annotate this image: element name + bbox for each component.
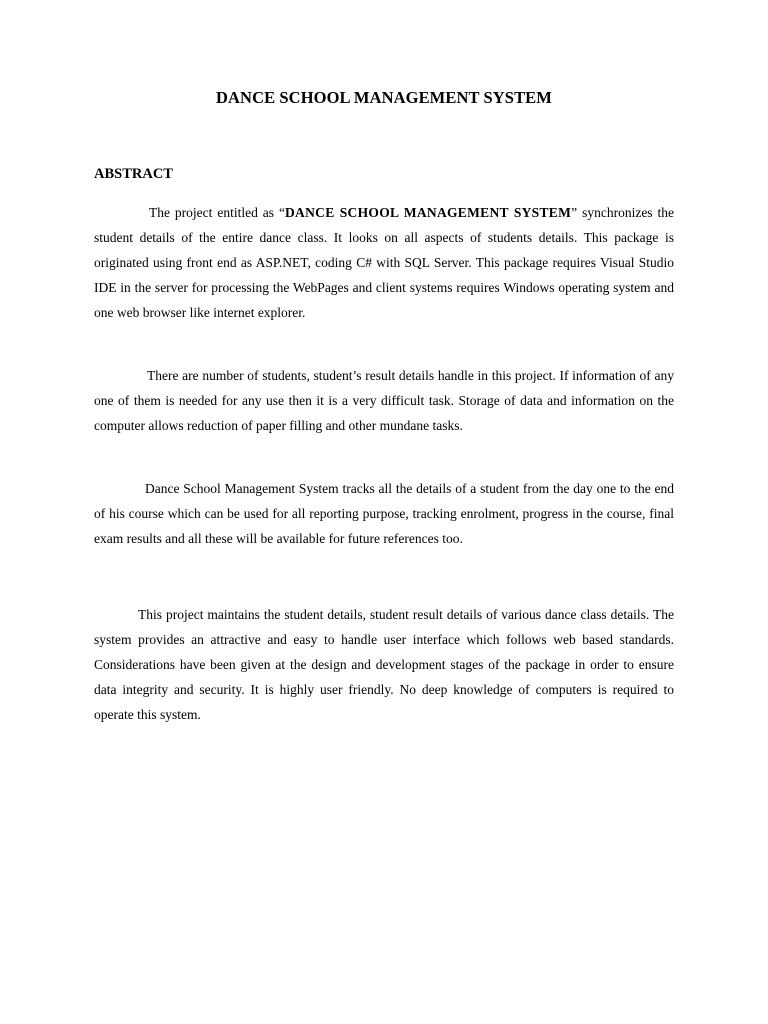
abstract-heading: ABSTRACT bbox=[94, 166, 173, 182]
abstract-paragraph-1 bbox=[94, 200, 674, 325]
abstract-paragraph-3: Dance School Management System tracks all the details of a student from the day one to the end of his course which can be used for all reporting purpose, tracking enrolment, progress in the course, final exam results and all these will be available for future references too. bbox=[94, 481, 674, 546]
paragraph-1-rest: ” synchronizes the student details of the entire dance class. It looks on all aspects of students details. This package is originated using front end as ASP.NET, coding C# with SQL Server. This package requires Visual Studio IDE in the server for processing the WebPages and client systems requires Windows operating system and one web browser like internet explorer. bbox=[94, 205, 675, 320]
paragraph-1-lead: The project entitled as “ bbox=[149, 205, 285, 220]
project-name-emphasis: DANCE SCHOOL MANAGEMENT SYSTEM bbox=[285, 205, 572, 220]
document-title: DANCE SCHOOL MANAGEMENT SYSTEM bbox=[216, 88, 552, 107]
abstract-paragraph-2: There are number of students, student’s result details handle in this project. If information of any one of them is needed for any use then it is a very difficult task. Storage of data and information on the computer allows reduction of paper filling and other mundane tasks. bbox=[94, 368, 674, 433]
abstract-paragraph-4: This project maintains the student details, student result details of various dance class details. The system provides an attractive and easy to handle user interface which follows web based standards. Considerations have been given at the design and development stages of the package in order to ensure data integrity and security. It is highly user friendly. No deep knowledge of computers is required to operate this system. bbox=[94, 607, 674, 722]
